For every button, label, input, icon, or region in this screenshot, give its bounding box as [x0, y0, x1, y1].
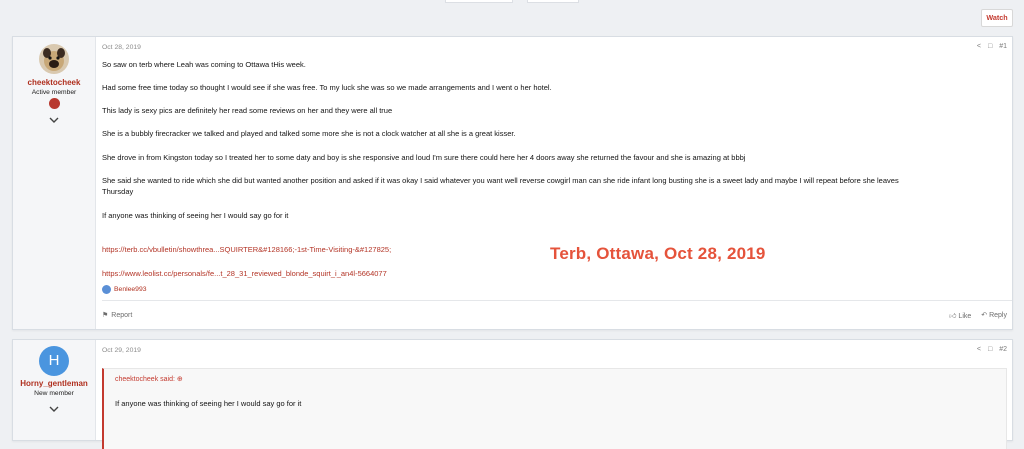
post-actions	[949, 311, 1007, 320]
post-link[interactable]: https://terb.cc/vbulletin/showthrea...SQUIRTER&#128166;-1st-Time-Visiting-&#127825;	[102, 245, 392, 254]
post-date[interactable]: Oct 28, 2019	[102, 44, 141, 51]
share-icon[interactable]: <	[976, 43, 981, 50]
post-paragraph: She is a bubbly firecracker we talked and played and talked some more she is not a clock watcher at all she is a great kisser.	[102, 129, 516, 138]
username[interactable]: cheektocheek	[27, 78, 81, 87]
user-pane	[13, 37, 96, 329]
report-label: Report	[111, 311, 133, 319]
top-nav-button-1[interactable]	[445, 0, 513, 3]
post-main	[102, 340, 1012, 440]
post-date[interactable]: Oct 29, 2019	[102, 347, 141, 354]
report-button[interactable]	[102, 311, 132, 319]
chevron-down-icon[interactable]	[47, 115, 61, 125]
like-label: Like	[958, 313, 972, 320]
post-header-icons	[977, 346, 1007, 353]
like-button[interactable]	[949, 311, 971, 320]
post-1	[12, 36, 1013, 330]
like-reaction-icon	[102, 285, 111, 294]
quote-text: If anyone was thinking of seeing her I would say go for it	[115, 399, 302, 408]
post-paragraph: Had some free time today so thought I would see if she was free. To my luck she was so we made arrangements and I went o her hotel.	[102, 83, 552, 92]
reaction-bar	[102, 285, 147, 294]
post-paragraph: She said she wanted to ride which she did but wanted another position and asked if it was okay I said whatever you want well reverse cowgirl man can she ride infant long busting she is a sweet lady and maybe I will repeat before she leaves	[102, 176, 899, 185]
post-number[interactable]: #1	[999, 43, 1007, 50]
quote-author[interactable]: cheektocheek said: ⊕	[115, 376, 183, 383]
report-icon: ⚑	[102, 312, 109, 319]
share-icon[interactable]: <	[976, 346, 981, 353]
avatar[interactable]	[39, 44, 69, 74]
reply-icon: ↶	[981, 312, 988, 319]
post-main	[102, 37, 1012, 329]
post-2	[12, 339, 1013, 441]
post-paragraph: So saw on terb where Leah was coming to Ottawa tHis week.	[102, 60, 306, 69]
post-header-icons	[977, 43, 1007, 50]
post-footer	[102, 300, 1012, 329]
quote-block	[102, 368, 1007, 449]
post-paragraph: This lady is sexy pics are definitely her read some reviews on her and they were all true	[102, 106, 393, 115]
expand-quote-icon[interactable]: ⊕	[176, 376, 183, 383]
bookmark-icon[interactable]: □	[987, 43, 993, 50]
top-nav-button-2[interactable]	[527, 0, 579, 3]
post-paragraph: She drove in from Kingston today so I treated her to some daty and boy is she responsive and loud I'm sure there could here her 4 doors away she returned the favour and she is amazing at bbbj	[102, 153, 746, 162]
avatar[interactable]: H	[39, 346, 69, 376]
chevron-down-icon[interactable]	[47, 404, 61, 414]
overlay-caption: Terb, Ottawa, Oct 28, 2019	[550, 244, 766, 263]
reply-button[interactable]	[981, 311, 1007, 320]
user-pane	[13, 340, 96, 440]
reply-label: Reply	[989, 312, 1007, 319]
post-paragraph: If anyone was thinking of seeing her I would say go for it	[102, 211, 289, 220]
user-title: Active member	[31, 89, 77, 96]
user-title: New member	[34, 390, 74, 397]
reaction-user[interactable]: Benlee993	[114, 286, 147, 293]
watch-button[interactable]: Watch	[981, 9, 1013, 27]
username[interactable]: Horny_gentleman	[20, 379, 88, 388]
user-badge-icon	[49, 98, 60, 109]
bookmark-icon[interactable]: □	[987, 346, 993, 353]
like-icon: 👍︎	[949, 313, 957, 320]
post-number[interactable]: #2	[999, 346, 1007, 353]
post-paragraph: Thursday	[102, 187, 134, 196]
post-link[interactable]: https://www.leolist.cc/personals/fe...t_28_31_reviewed_blonde_squirt_i_an4l-5664077	[102, 269, 387, 278]
